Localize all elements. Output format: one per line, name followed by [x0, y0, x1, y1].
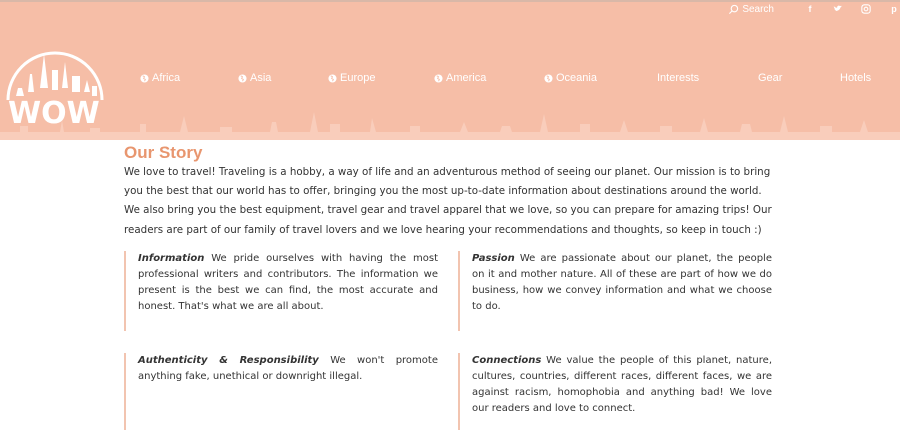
pinterest-icon[interactable]: p: [891, 4, 897, 14]
main-content: [124, 140, 784, 240]
page-title: Our Story: [124, 143, 203, 162]
nav-item-asia[interactable]: [238, 72, 271, 84]
nav-item-europe[interactable]: [328, 72, 375, 84]
value-card-authenticity: [124, 353, 438, 430]
value-card-passion: [458, 251, 772, 331]
nav-item-africa[interactable]: [140, 72, 180, 84]
nav-label: Interests: [657, 72, 700, 84]
nav-label: Africa: [152, 72, 181, 84]
card-text: We pride ourselves with having the most professional writers and contributors. The information we present is the best we can find, the most accurate and honest. That's what we are all about.: [138, 253, 438, 312]
nav-label: Gear: [758, 72, 783, 84]
search-icon: [728, 4, 739, 15]
globe-icon: [328, 74, 337, 83]
card-heading: Authenticity & Responsibility: [138, 355, 319, 366]
facebook-icon[interactable]: f: [808, 4, 812, 14]
card-text: We value the people of this planet, nature, cultures, countries, different races, different faces, we are against racism, homophobia and anything bad! We love our readers and love to connect.: [472, 355, 772, 414]
card-text: We won't promote anything fake, unethical or downright illegal.: [138, 355, 438, 382]
nav-label: America: [446, 72, 487, 84]
nav-label: Europe: [340, 72, 376, 84]
site-header: [0, 0, 900, 140]
nav-item-gear[interactable]: [758, 72, 782, 84]
value-card-connections: [458, 353, 772, 430]
card-heading: Information: [138, 253, 205, 264]
globe-icon: [434, 74, 443, 83]
intro-paragraph: We love to travel! Traveling is a hobby, a way of life and an adventurous method of seeing our planet. Our mission is to bring you the best that our world has to offer, bringing you the most up-to-date information about destinations around the world. We also bring you the best equipment, travel gear and travel apparel that we love, so you can prepare for amazing trips! Our readers are part of our family of travel lovers and we love hearing your recommendations and thoughts, so keep in touch :): [124, 166, 772, 236]
nav-item-interests[interactable]: [657, 72, 699, 84]
nav-item-america[interactable]: [434, 72, 486, 84]
card-heading: Passion: [472, 253, 515, 264]
search-label: Search: [742, 3, 774, 15]
instagram-icon[interactable]: [860, 3, 872, 15]
globe-icon: [140, 74, 149, 83]
nav-label: Asia: [250, 72, 272, 84]
twitter-icon[interactable]: [832, 3, 844, 15]
logo-text[interactable]: WOW: [8, 96, 100, 131]
nav-item-hotels[interactable]: [840, 72, 871, 84]
nav-label: Hotels: [840, 72, 872, 84]
nav-label: Oceania: [556, 72, 597, 84]
card-heading: Connections: [472, 355, 542, 366]
skyline-decoration: [0, 106, 900, 140]
value-card-information: [124, 251, 438, 331]
card-text: We are passionate about our planet, the people on it and mother nature. All of these are part of how we do business, how we convey information and what we choose to do.: [472, 253, 772, 312]
globe-icon: [238, 74, 247, 83]
top-utility-bar: [728, 2, 900, 16]
nav-item-oceania[interactable]: [544, 72, 597, 84]
globe-icon: [544, 74, 553, 83]
search-button[interactable]: [728, 4, 774, 15]
